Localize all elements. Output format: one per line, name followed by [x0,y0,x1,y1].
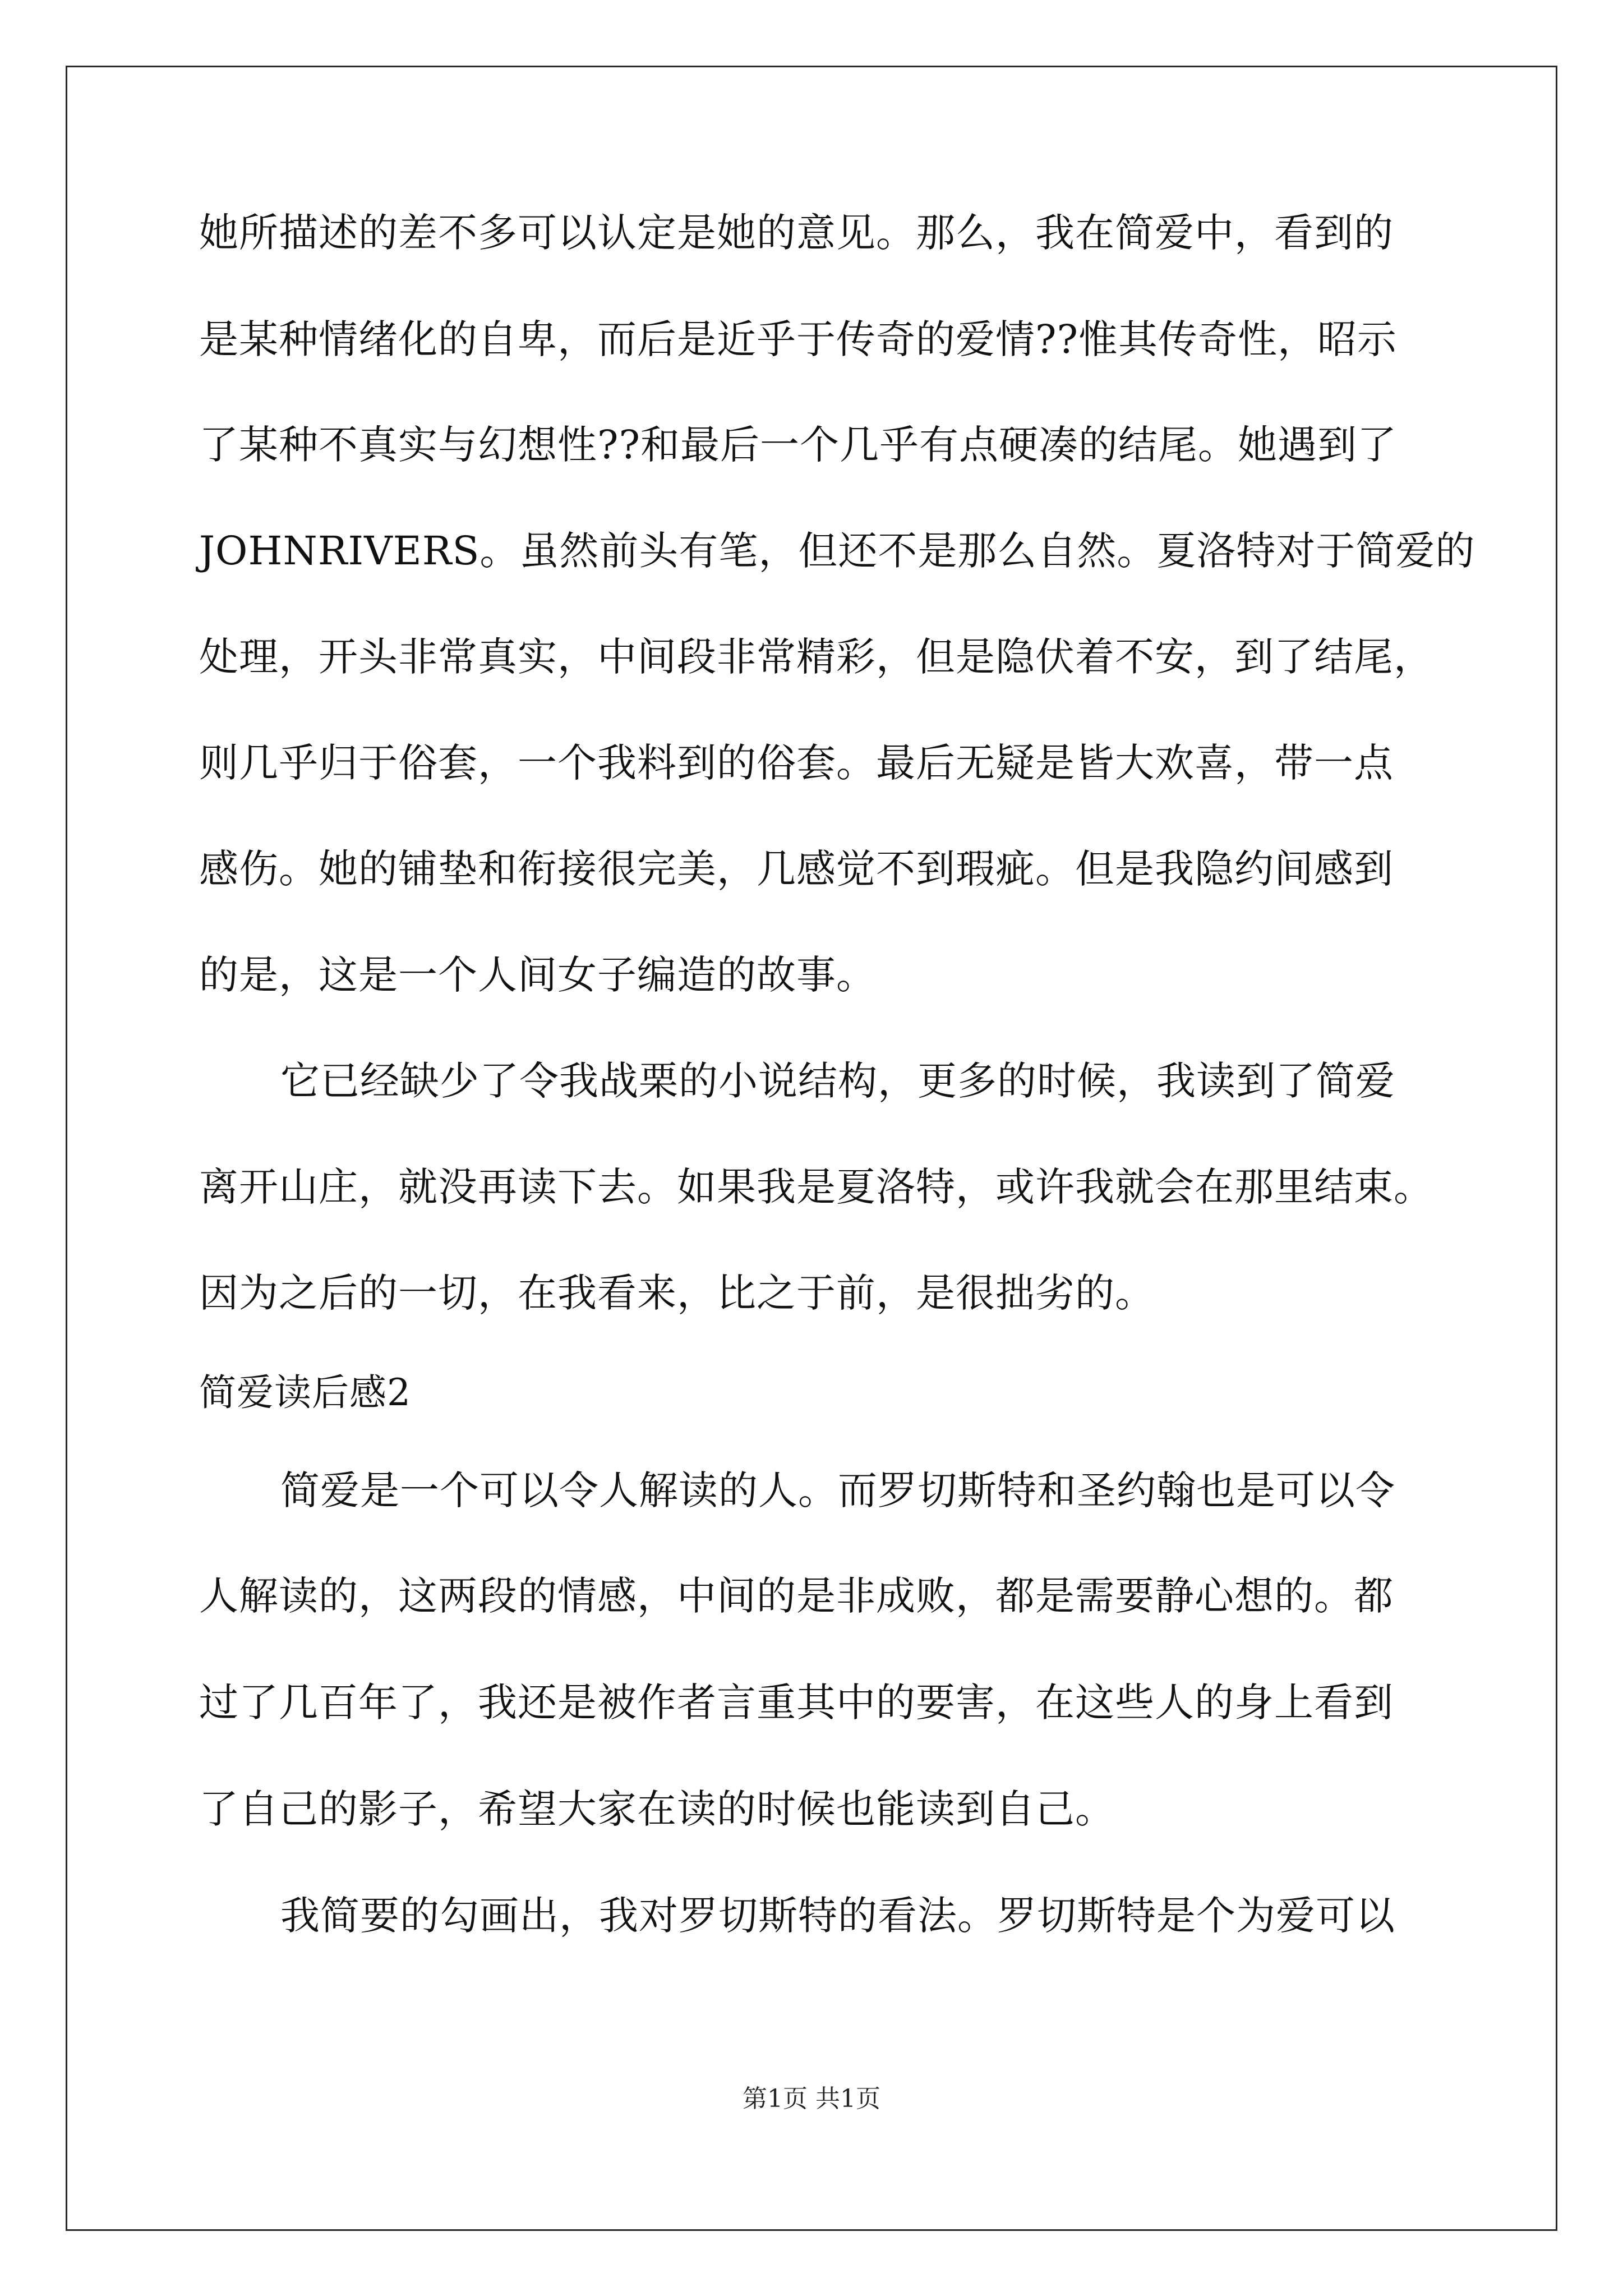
paragraph-line: 了自己的影子，希望大家在读的时候也能读到自己。 [199,1786,1115,1832]
paragraph-line: 她所描述的差不多可以认定是她的意见。那么，我在简爱中，看到的 [199,210,1394,256]
paragraph-line: 处理，开头非常真实，中间段非常精彩，但是隐伏着不安，到了结尾， [199,634,1433,680]
paragraph-line: 人解读的，这两段的情感，中间的是非成败，都是需要静心想的。都 [199,1573,1394,1619]
paragraph-line: 的是，这是一个人间女子编造的故事。 [199,952,876,998]
paragraph-line: 过了几百年了，我还是被作者言重其中的要害，在这些人的身上看到 [199,1680,1394,1726]
paragraph-line: JOHNRIVERS。虽然前头有笔，但还不是那么自然。夏洛特对于简爱的 [199,528,1476,574]
page-number-footer: 第1页 共1页 [743,2085,880,2113]
paragraph-line: 则几乎归于俗套，一个我料到的俗套。最后无疑是皆大欢喜，带一点 [199,740,1394,786]
paragraph-line: 离开山庄，就没再读下去。如果我是夏洛特，或许我就会在那里结束。 [199,1164,1433,1210]
paragraph-line: 了某种不真实与幻想性??和最后一个几乎有点硬凑的结尾。她遇到了 [199,422,1398,468]
paragraph-line: 因为之后的一切，在我看来，比之于前，是很拙劣的。 [199,1270,1155,1316]
paragraph-line: 感伤。她的铺垫和衔接很完美，几感觉不到瑕疵。但是我隐约间感到 [199,846,1394,892]
section-heading: 简爱读后感2 [199,1371,411,1414]
paragraph-line: 是某种情绪化的自卑，而后是近乎于传奇的爱情??惟其传奇性，昭示 [199,316,1398,362]
paragraph-first-line: 我简要的勾画出，我对罗切斯特的看法。罗切斯特是个为爱可以 [280,1893,1395,1939]
paragraph-first-line: 它已经缺少了令我战栗的小说结构，更多的时候，我读到了简爱 [280,1058,1395,1104]
paragraph-first-line: 简爱是一个可以令人解读的人。而罗切斯特和圣约翰也是可以令 [280,1467,1395,1513]
